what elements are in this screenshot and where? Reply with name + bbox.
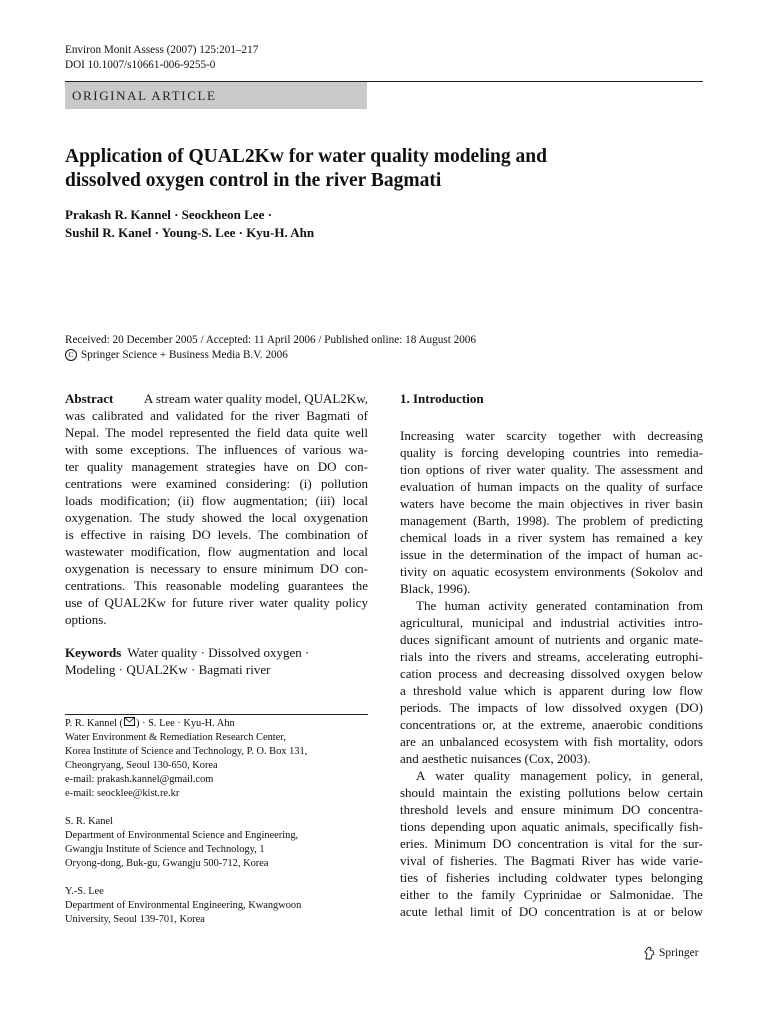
doi: DOI 10.1007/s10661-006-9255-0 (65, 59, 216, 71)
abstract-line: Abstract A stream water quality model, QUAL2Kw, (65, 391, 368, 406)
abstract-line: oxygenation. The study showed the local oxygenation (65, 510, 368, 525)
publisher-name: Springer (659, 947, 699, 959)
body-line: should maintain the existing pollutions below certain (400, 785, 703, 800)
intro-paragraph-2 (400, 597, 703, 767)
copyright-line (65, 348, 476, 363)
body-line: are an unbalanced ecosystem with fish mortality, odors (400, 734, 703, 749)
affiliation-line: S. R. Kanel (65, 816, 113, 827)
authors-line: Sushil R. Kanel · Young-S. Lee · Kyu-H. Ahn (65, 225, 315, 240)
affiliation-line: Y.-S. Lee (65, 886, 104, 897)
body-line: rials into the rivers and streams, accelerating eutrophi- (400, 649, 703, 664)
body-line: eries. Minimum DO concentration is vital for the sur- (400, 836, 703, 851)
body-line: chemical loads in a river system has remained a key (400, 530, 703, 545)
abstract-line: with some exceptions. The influences of various wa- (65, 442, 368, 457)
affiliation-line: University, Seoul 139-701, Korea (65, 914, 205, 925)
body-line: a threshold value which is apparent during low flow (400, 683, 703, 698)
springer-horse-icon (643, 946, 656, 960)
paper-title (65, 145, 705, 193)
intro-paragraph-1 (400, 427, 703, 597)
body-line: cation process and decreasing dissolved oxygen below (400, 666, 703, 681)
title-line: Application of QUAL2Kw for water quality modeling and (65, 146, 547, 167)
right-column (400, 390, 703, 920)
body-line: issue in the determination of the impact of human ac- (400, 547, 703, 562)
body-line: tions depending upon aquatic animals, specifically fish- (400, 819, 703, 834)
body-line: Increasing water scarcity together with decreasing (400, 428, 703, 443)
body-line: concentrations or, at the extreme, anaerobic conditions (400, 717, 703, 732)
body-line: The human activity generated contamination from (416, 598, 703, 613)
affiliation-line: Gwangju Institute of Science and Technology, 1 (65, 844, 265, 855)
abstract-line: ter quality management strategies have on DO con- (65, 459, 368, 474)
keywords-label: Keywords (65, 645, 122, 660)
received-accepted-line: Received: 20 December 2005 / Accepted: 11 April 2006 / Published online: 18 August 2006 (65, 334, 476, 346)
email-line: e-mail: prakash.kannel@gmail.com (65, 774, 214, 785)
body-line: threshold levels and ensure minimum DO concentra- (400, 802, 703, 817)
abstract-label: Abstract (65, 391, 114, 406)
intro-paragraph-3 (400, 767, 703, 920)
keywords-line: Keywords Water quality · Dissolved oxygen · (65, 645, 310, 660)
keywords (65, 644, 368, 678)
copyright-text: Springer Science + Business Media B.V. 2006 (81, 349, 288, 361)
abstract-line: centrations. This reasonable modeling guarantees the (65, 578, 368, 593)
article-type-banner: ORIGINAL ARTICLE (65, 82, 367, 109)
body-line: agricultural, municipal and industrial activities intro- (400, 615, 703, 630)
abstract-line: was calibrated and validated for the river Bagmati of (65, 408, 368, 423)
left-column (65, 390, 368, 678)
body-line: either to the family Cyprinidae or Salmonidae. The (400, 887, 703, 902)
author-list (65, 206, 314, 242)
affiliation-line: Water Environment & Remediation Research Center, (65, 732, 286, 743)
body-line: periods. The impacts of low dissolved oxygen (DO) (400, 700, 703, 715)
abstract-line: centrations were examined considering: (i) pollution (65, 476, 368, 491)
body-line: vival of fisheries. The Bagmati River has wide varie- (400, 853, 703, 868)
body-line: waters have become the main objectives in river basin (400, 496, 703, 511)
body-line: evaluation of human impacts on the quality of surface (400, 479, 703, 494)
body-line: Black, 1996). (400, 581, 471, 596)
body-line: acute lethal limit of DO concentration is at or below (400, 904, 703, 919)
affiliation-line: Department of Environmental Engineering, Kwangwoon (65, 900, 302, 911)
keywords-line: Modeling · QUAL2Kw · Bagmati river (65, 662, 271, 677)
abstract-line: wastewater modification, flow augmentation and local (65, 544, 368, 559)
abstract-line: is effective in raising DO levels. The combination of (65, 527, 368, 542)
section-heading-introduction: 1. Introduction (400, 391, 484, 406)
affiliation-line: Korea Institute of Science and Technology, P. O. Box 131, (65, 746, 308, 757)
affiliation-line: Oryong-dong, Buk-gu, Gwangju 500-712, Korea (65, 858, 269, 869)
abstract-line: use of QUAL2Kw for future river water quality policy (65, 595, 368, 610)
journal-info (65, 43, 258, 73)
body-line: and aesthetic nuisances (Cox, 2003). (400, 751, 591, 766)
body-line: tivity on aquatic ecosystem environments (Sokolov and (400, 564, 703, 579)
abstract-line: oxygenation is necessary to ensure minimum DO con- (65, 561, 368, 576)
body-line: ties of fisheries including coldwater types belonging (400, 870, 703, 885)
affiliation-line: Cheongryang, Seoul 130-650, Korea (65, 760, 218, 771)
affiliation-names: P. R. Kannel ( ) · S. Lee · Kyu-H. Ahn (65, 718, 235, 729)
affiliations (65, 717, 307, 927)
affiliation-line: Department of Environmental Science and Engineering, (65, 830, 299, 841)
authors-line: Prakash R. Kannel · Seockheon Lee · (65, 207, 272, 222)
abstract-line: options. (65, 612, 107, 627)
title-line: dissolved oxygen control in the river Bagmati (65, 170, 442, 191)
abstract (65, 390, 368, 628)
publisher-footer (643, 945, 699, 961)
body-line: tion options of river water quality. The assessment and (400, 462, 703, 477)
email-line: e-mail: seocklee@kist.re.kr (65, 788, 180, 799)
body-line: A water quality management policy, in general, (416, 768, 703, 783)
body-line: management (Barth, 1998). The problem of predicting (400, 513, 703, 528)
journal-citation: Environ Monit Assess (2007) 125:201–217 (65, 44, 259, 56)
envelope-icon (124, 717, 135, 726)
abstract-line: loads modification; (ii) flow augmentation; (iii) local (65, 493, 368, 508)
body-line: duces significant amount of nutrients and organic mate- (400, 632, 703, 647)
affiliation-rule (65, 714, 368, 715)
publication-dates (65, 333, 476, 363)
body-line: quality is forcing developing countries into remedia- (400, 445, 703, 460)
abstract-line: Nepal. The model represented the field data quite well (65, 425, 368, 440)
copyright-icon: C (65, 349, 77, 361)
